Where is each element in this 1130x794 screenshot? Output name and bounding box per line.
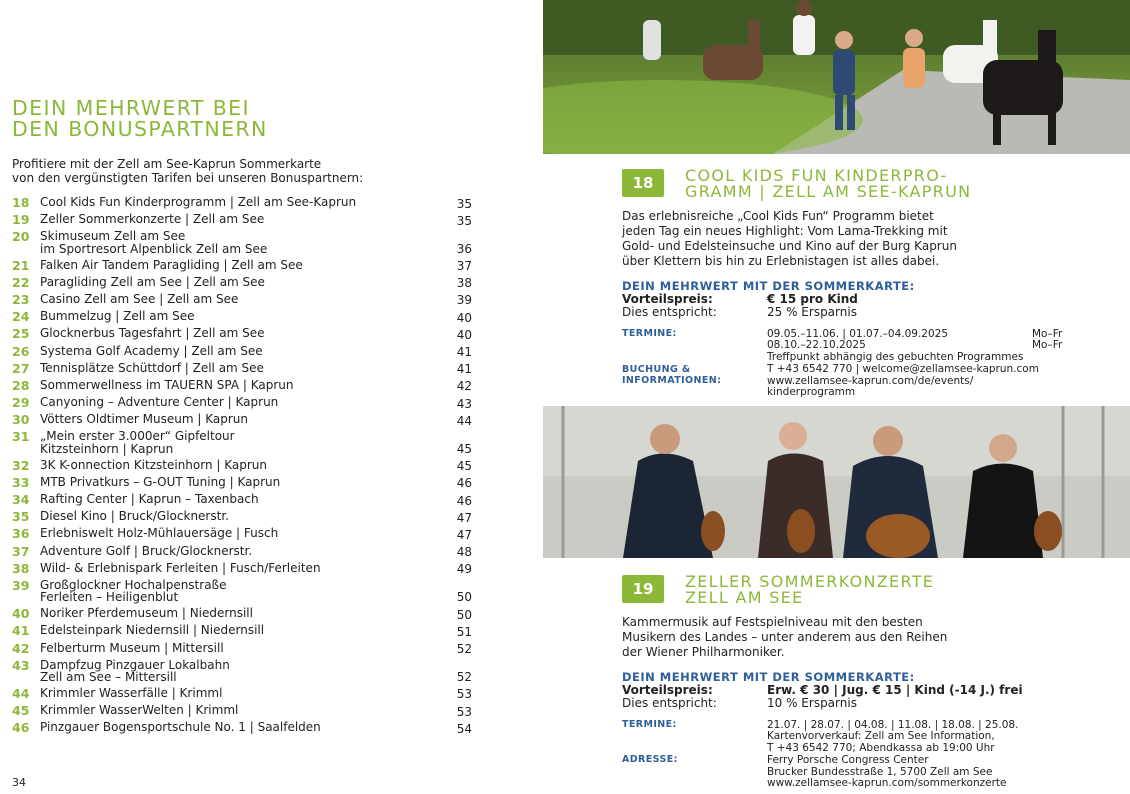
partner-name	[40, 579, 444, 604]
page-title	[12, 98, 512, 140]
partner-list-item	[12, 362, 472, 376]
partner-name	[40, 196, 444, 209]
buchung-label	[622, 364, 721, 386]
partner-name-line: Glocknerbus Tagesfahrt | Zell am See	[40, 326, 265, 341]
partner-name	[40, 396, 444, 409]
ersparnis-label: Dies entspricht:	[622, 305, 717, 319]
vorteilspreis-value: € 15 pro Kind	[767, 292, 858, 306]
desc-line: jeden Tag ein neues Highlight: Vom Lama-Trekking mit	[622, 224, 948, 238]
partner-list-item	[12, 459, 472, 473]
partner-number: 44	[12, 685, 30, 701]
partner-name-line: 3K K-onnection Kitzsteinhorn | Kaprun	[40, 457, 268, 472]
adresse-line: Brucker Bundesstraße 1, 5700 Zell am See	[767, 766, 993, 778]
partner-list-item	[12, 293, 472, 307]
partner-page-number: 45	[456, 441, 472, 456]
partner-name-line: Krimmler Wasserfälle | Krimml	[40, 685, 223, 700]
partner-name	[40, 704, 444, 717]
page-number: 34	[12, 776, 26, 789]
partner-name-line: Vötters Oldtimer Museum | Kaprun	[40, 412, 249, 427]
intro-line: von den vergünstigten Tarifen bei unseren Bonuspartnern:	[12, 170, 364, 185]
partner-number: 33	[12, 474, 30, 490]
partner-number: 23	[12, 291, 30, 307]
mehrwert-heading: DEIN MEHRWERT MIT DER SOMMERKARTE:	[622, 279, 915, 293]
partner-number: 35	[12, 509, 30, 525]
partner-name-line: Casino Zell am See | Zell am See	[40, 291, 239, 306]
partner-name-line: MTB Privatkurs – G-OUT Tuning | Kaprun	[40, 474, 281, 489]
termine-line: 09.05.–11.06. | 01.07.–04.09.2025	[767, 328, 949, 340]
partner-list-item	[12, 642, 472, 656]
partner-name	[40, 527, 444, 540]
termine-line: Treffpunkt abhängig des gebuchten Programmes	[767, 351, 1024, 363]
partner-number: 25	[12, 326, 30, 342]
partner-number: 24	[12, 309, 30, 325]
partner-list-item	[12, 545, 472, 559]
vorteilspreis-value: Erw. € 30 | Jug. € 15 | Kind (-14 J.) frei	[767, 683, 1023, 697]
partner-number: 39	[12, 577, 30, 593]
partner-list-item	[12, 396, 472, 410]
partner-name-line: Falken Air Tandem Paragliding | Zell am See	[40, 257, 303, 272]
partner-list-item	[12, 624, 472, 638]
section-title	[685, 574, 1125, 606]
photo-llama-trekking-image	[543, 0, 1130, 154]
partner-page-number: 51	[456, 624, 472, 639]
partner-name-line: Sommerwellness im TAUERN SPA | Kaprun	[40, 377, 294, 392]
partner-page-number: 40	[456, 310, 472, 325]
partner-name-line: Adventure Golf | Bruck/Glocknerstr.	[40, 543, 253, 558]
partner-page-number: 53	[456, 704, 472, 719]
title-line: COOL KIDS FUN KINDERPRO-	[685, 166, 948, 185]
desc-line: Kammermusik auf Festspielniveau mit den besten	[622, 615, 923, 629]
desc-line: der Wiener Philharmoniker.	[622, 645, 785, 659]
section-description	[622, 209, 1122, 269]
partner-number: 30	[12, 412, 30, 428]
section-badge: 18	[622, 169, 664, 197]
partner-name	[40, 362, 444, 375]
adresse-line: Ferry Porsche Congress Center	[767, 754, 929, 766]
partner-name	[40, 659, 444, 684]
partner-name-line: Tennisplätze Schüttdorf | Zell am See	[40, 360, 264, 375]
termine-line: 08.10.–22.10.2025	[767, 339, 866, 351]
termine-line: Kartenvorverkauf: Zell am See Information,	[767, 730, 995, 742]
desc-line: Gold- und Edelsteinsuche und Kino auf der Burg Kaprun	[622, 239, 957, 253]
partner-page-number: 45	[456, 459, 472, 474]
title-line: GRAMM | ZELL AM SEE-KAPRUN	[685, 182, 972, 201]
partner-list-item	[12, 413, 472, 427]
partner-page-number: 37	[456, 259, 472, 274]
partner-list-item	[12, 607, 472, 621]
partner-number: 38	[12, 560, 30, 576]
partner-name	[40, 510, 444, 523]
partner-list-item	[12, 430, 472, 455]
partner-name	[40, 562, 444, 575]
partner-name	[40, 642, 444, 655]
partner-number: 46	[12, 720, 30, 736]
partner-name	[40, 430, 444, 455]
partner-list-item	[12, 493, 472, 507]
partner-page-number: 41	[456, 362, 472, 377]
partner-number: 28	[12, 377, 30, 393]
partner-number: 37	[12, 543, 30, 559]
partner-page-number: 50	[456, 590, 472, 605]
partner-page-number: 49	[456, 562, 472, 577]
partner-name	[40, 476, 444, 489]
partner-name-line: Noriker Pferdemuseum | Niedernsill	[40, 606, 253, 621]
partner-list-item	[12, 310, 472, 324]
partner-number: 21	[12, 257, 30, 273]
partner-name-line: Erlebniswelt Holz-Mühlauersäge | Fusch	[40, 526, 279, 541]
partner-list-item	[12, 510, 472, 524]
partner-page-number: 48	[456, 545, 472, 560]
partner-page-number: 41	[456, 345, 472, 359]
partner-number: 29	[12, 395, 30, 411]
partner-name-line: Cool Kids Fun Kinderprogramm | Zell am See-Kaprun	[40, 195, 357, 209]
section-badge: 19	[622, 575, 664, 603]
partner-name-line: Felberturm Museum | Mittersill	[40, 640, 224, 655]
partner-number: 45	[12, 703, 30, 719]
partner-name-line: „Mein erster 3.000er“ Gipfeltour	[40, 429, 235, 444]
partner-page-number: 42	[456, 379, 472, 394]
partner-name	[40, 379, 444, 392]
termine-line: T +43 6542 770; Abendkassa ab 19:00 Uhr	[767, 742, 995, 754]
partner-list-item	[12, 687, 472, 701]
partner-page-number: 44	[456, 413, 472, 428]
partner-list-item	[12, 527, 472, 541]
partner-name-line: Großglockner Hochalpenstraße	[40, 577, 227, 592]
partner-page-number: 35	[456, 213, 472, 228]
photo-string-quartet	[543, 406, 1130, 558]
buchung-link[interactable]: kinderprogramm	[767, 386, 856, 398]
partner-list-item	[12, 345, 472, 359]
partner-page-number: 54	[456, 721, 472, 736]
buchung-contact: T +43 6542 770 | welcome@zellamsee-kaprun.com	[767, 363, 1039, 375]
section-description	[622, 615, 1122, 660]
partner-page-number: 46	[456, 476, 472, 491]
partner-name-line: Krimmler WasserWelten | Krimml	[40, 703, 239, 718]
partner-name	[40, 413, 444, 426]
partner-number: 40	[12, 606, 30, 622]
partner-name	[40, 493, 444, 506]
partner-list-item	[12, 579, 472, 604]
partner-number: 32	[12, 457, 30, 473]
buchung-label-line: INFORMATIONEN:	[622, 375, 722, 386]
partner-name-line: Systema Golf Academy | Zell am See	[40, 343, 263, 358]
partner-list-item	[12, 721, 472, 735]
partner-list-item	[12, 327, 472, 341]
partner-name-line: Zeller Sommerkonzerte | Zell am See	[40, 212, 265, 227]
partner-name-line: Skimuseum Zell am See	[40, 229, 186, 244]
partner-name	[40, 293, 444, 306]
ersparnis-label: Dies entspricht:	[622, 696, 717, 710]
photo-string-quartet-image	[543, 406, 1130, 558]
partner-page-number: 47	[456, 527, 472, 542]
ersparnis-row	[622, 697, 857, 710]
partner-name	[40, 607, 444, 620]
partner-page-number: 39	[456, 293, 472, 308]
partner-name	[40, 276, 444, 289]
partner-name-line: Edelsteinpark Niedernsill | Niedernsill	[40, 623, 265, 638]
partner-page-number: 40	[456, 327, 472, 342]
partner-name	[40, 327, 444, 340]
partner-number: 43	[12, 657, 30, 673]
partner-name-line: Diesel Kino | Bruck/Glocknerstr.	[40, 509, 229, 524]
termine-label: TERMINE:	[622, 328, 677, 339]
partner-list-item	[12, 196, 472, 210]
partner-name-line: Rafting Center | Kaprun – Taxenbach	[40, 492, 259, 506]
partner-page-number: 47	[456, 510, 472, 525]
partner-number: 36	[12, 526, 30, 542]
partner-list-item	[12, 379, 472, 393]
partner-page-number: 46	[456, 493, 472, 508]
vorteilspreis-label: Vorteilspreis:	[622, 292, 713, 306]
ersparnis-row	[622, 306, 857, 319]
vorteilspreis-label: Vorteilspreis:	[622, 683, 713, 697]
partner-name-line: Wild- & Erlebnispark Ferleiten | Fusch/Ferleiten	[40, 560, 321, 575]
intro-text	[12, 158, 512, 185]
partner-number: 42	[12, 640, 30, 656]
partner-name	[40, 545, 444, 558]
partner-name	[40, 687, 444, 700]
partner-name	[40, 230, 444, 255]
partner-page-number: 35	[456, 196, 472, 211]
partner-number: 27	[12, 360, 30, 376]
partner-name	[40, 721, 444, 734]
partner-list	[12, 196, 472, 738]
title-line: ZELL AM SEE	[685, 588, 804, 607]
partner-page-number: 38	[456, 276, 472, 291]
partner-name-line: Dampfzug Pinzgauer Lokalbahn	[40, 657, 230, 672]
partner-list-item	[12, 230, 472, 255]
ersparnis-value: 25 % Ersparnis	[767, 305, 857, 319]
mehrwert-heading: DEIN MEHRWERT MIT DER SOMMERKARTE:	[622, 670, 915, 684]
partner-name	[40, 310, 444, 323]
partner-list-item	[12, 276, 472, 290]
desc-line: Das erlebnisreiche „Cool Kids Fun“ Programm bietet	[622, 209, 934, 223]
partner-number: 19	[12, 212, 30, 228]
partner-list-item	[12, 704, 472, 718]
ersparnis-value: 10 % Ersparnis	[767, 696, 857, 710]
partner-number: 31	[12, 429, 30, 445]
partner-number: 18	[12, 195, 30, 210]
termine-label: TERMINE:	[622, 719, 677, 730]
intro-line: Profitiere mit der Zell am See-Kaprun Sommerkarte	[12, 157, 322, 171]
title-line: DEN BONUSPARTNERN	[12, 117, 268, 141]
buchung-link[interactable]: www.zellamsee-kaprun.com/de/events/	[767, 375, 974, 387]
weekday-range: Mo–Fr	[1032, 339, 1063, 351]
partner-name-line: Paragliding Zell am See | Zell am See	[40, 274, 265, 289]
partner-name-line: im Sportresort Alpenblick Zell am See	[40, 241, 268, 256]
weekday-range: Mo–Fr	[1032, 328, 1063, 340]
partner-list-item	[12, 562, 472, 576]
partner-list-item	[12, 476, 472, 490]
partner-page-number: 52	[456, 670, 472, 685]
partner-name	[40, 213, 444, 226]
section-title	[685, 168, 1125, 200]
partner-name-line: Kitzsteinhorn | Kaprun	[40, 441, 174, 456]
partner-name-line: Ferleiten – Heiligenblut	[40, 590, 179, 605]
desc-line: über Klettern bis hin zu Erlebnistagen ist alles dabei.	[622, 254, 940, 268]
desc-line: Musikern des Landes – unter anderem aus den Reihen	[622, 630, 948, 644]
partner-number: 22	[12, 274, 30, 290]
partner-page-number: 53	[456, 687, 472, 702]
adresse-label: ADRESSE:	[622, 754, 678, 765]
partner-number: 41	[12, 623, 30, 639]
partner-name-line: Canyoning – Adventure Center | Kaprun	[40, 395, 279, 410]
photo-llama-trekking	[543, 0, 1130, 154]
buchung-label-line: BUCHUNG &	[622, 364, 691, 375]
adresse-link[interactable]: www.zellamsee-kaprun.com/sommerkonzerte	[767, 777, 1007, 789]
partner-page-number: 36	[456, 241, 472, 256]
partner-list-item	[12, 213, 472, 227]
partner-name-line: Pinzgauer Bogensportschule No. 1 | Saalfelden	[40, 720, 321, 735]
partner-number: 26	[12, 343, 30, 359]
partner-page-number: 50	[456, 607, 472, 622]
title-line: DEIN MEHRWERT BEI	[12, 96, 250, 120]
partner-name	[40, 259, 444, 272]
termine-line: 21.07. | 28.07. | 04.08. | 11.08. | 18.08. | 25.08.	[767, 719, 1019, 731]
partner-name-line: Bummelzug | Zell am See	[40, 309, 195, 324]
partner-list-item	[12, 659, 472, 684]
partner-name	[40, 459, 444, 472]
partner-page-number: 52	[456, 642, 472, 656]
partner-number: 20	[12, 229, 30, 245]
partner-page-number: 43	[456, 396, 472, 411]
partner-number: 34	[12, 492, 30, 507]
partner-name	[40, 624, 444, 637]
title-line: ZELLER SOMMERKONZERTE	[685, 572, 935, 591]
partner-list-item	[12, 259, 472, 273]
partner-name-line: Zell am See – Mittersill	[40, 670, 177, 685]
partner-name	[40, 345, 444, 358]
